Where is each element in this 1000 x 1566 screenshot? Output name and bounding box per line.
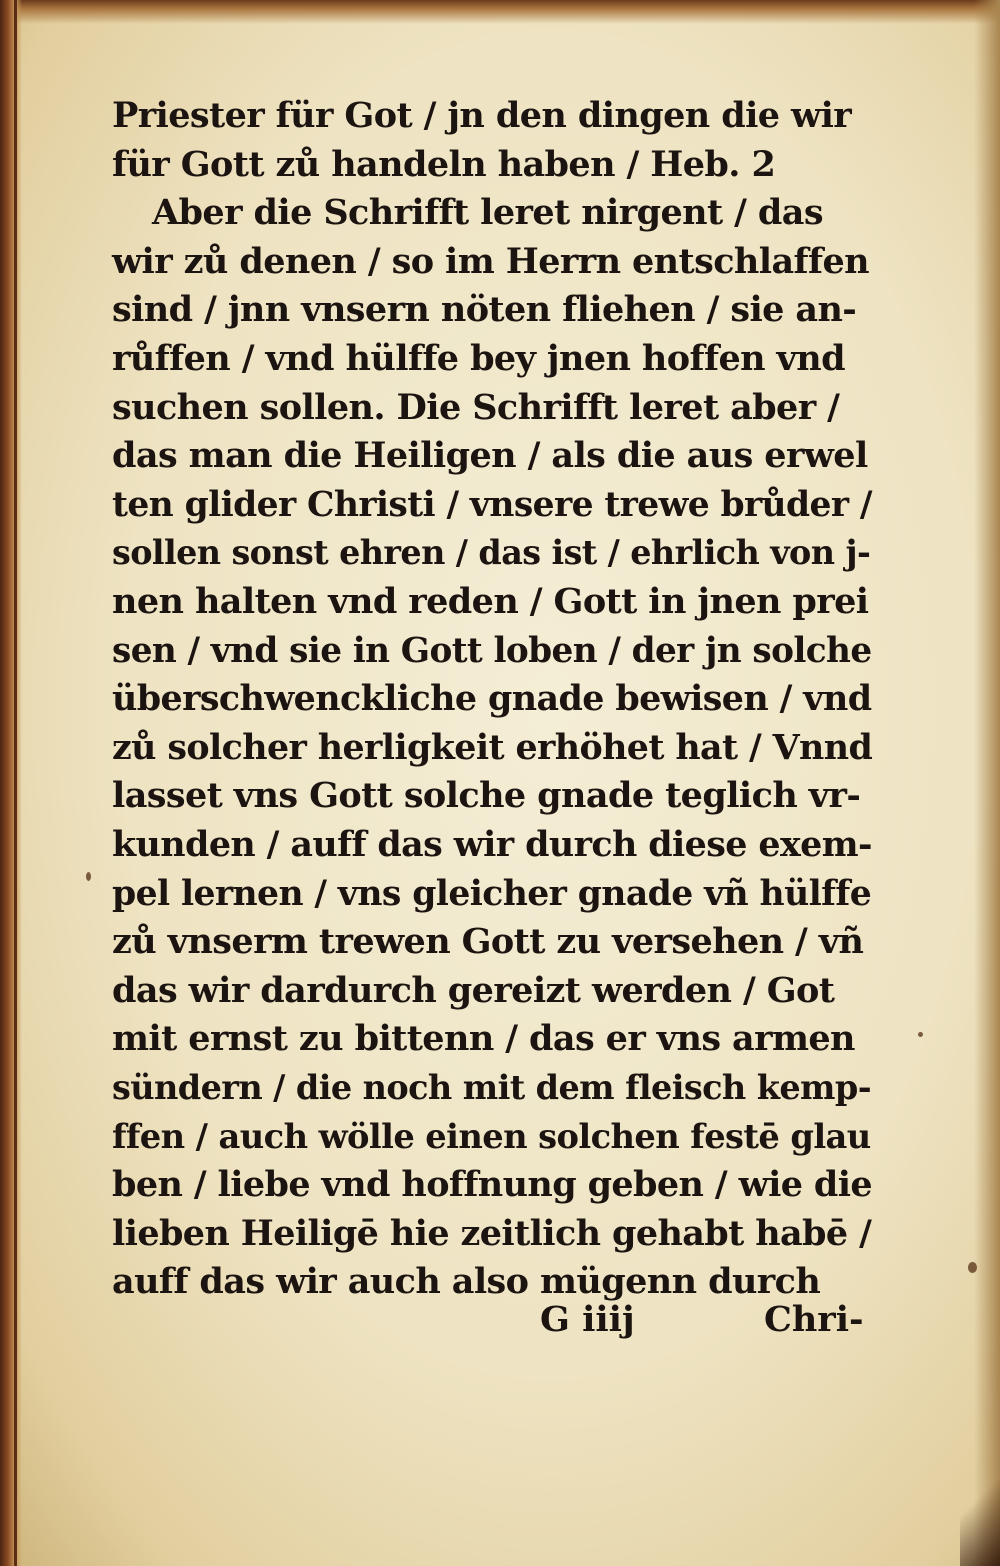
text-line: mit ernst zu bittenn / das er vns armen [112,1018,855,1060]
text-line: für Gott zů handeln haben / Heb. 2 [112,143,776,185]
text-line: sündern / die noch mit dem fleisch kemp- [112,1067,872,1107]
text-line: ffen / auch wölle einen solchen festē glau [112,1116,871,1157]
text-line: auff das wir auch also mügenn durch [112,1261,821,1303]
text-line: suchen sollen. Die Schrifft leret aber / [112,386,840,428]
text-line: Aber die Schrifft leret nirgent / das [152,192,823,234]
ink-speck [86,872,91,881]
text-line: sollen sonst ehren / das ist / ehrlich von j- [112,533,871,573]
signature-mark: G iiij [540,1299,635,1340]
text-line: lieben Heiligē hie zeitlich gehabt habē / [112,1212,872,1254]
ink-speck [918,1032,923,1037]
corner-stain [960,1456,1000,1566]
text-line: kunden / auff das wir durch diese exem- [112,823,872,865]
page-right-edge [974,0,1000,1566]
body-text [112,92,872,1307]
text-line: lasset vns Gott solche gnade teglich vr- [112,775,861,817]
text-line: überschwenckliche gnade bewisen / vnd [112,678,872,720]
text-line: sind / jnn vnsern nöten fliehen / sie an- [112,289,857,331]
ink-speck [968,1262,977,1273]
catchword: Chri- [764,1299,864,1340]
page-footer [112,1296,872,1344]
text-line: zů vnserm trewen Gott zu versehen / vñ [112,921,864,963]
text-line: das man die Heiligen / als die aus erwel [112,435,868,477]
text-line: pel lernen / vns gleicher gnade vñ hülffe [112,873,872,914]
page-top-shadow [0,0,1000,24]
text-line: sen / vnd sie in Gott loben / der jn solche [112,630,872,671]
binding-edge [0,0,22,1566]
text-line: růffen / vnd hülffe bey jnen hoffen vnd [112,337,845,379]
text-line: Priester für Got / jn den dingen die wir [112,95,852,136]
text-line: wir zů denen / so im Herrn entschlaffen [112,240,869,282]
text-line: nen halten vnd reden / Gott in jnen prei [112,580,869,622]
text-line: ben / liebe vnd hoffnung geben / wie die [112,1164,873,1206]
text-line: ten glider Christi / vnsere trewe brůder / [112,484,872,525]
gutter-line [14,0,17,1566]
text-line: das wir dardurch gereizt werden / Got [112,969,835,1011]
text-line: zů solcher herligkeit erhöhet hat / Vnnd [112,726,873,768]
